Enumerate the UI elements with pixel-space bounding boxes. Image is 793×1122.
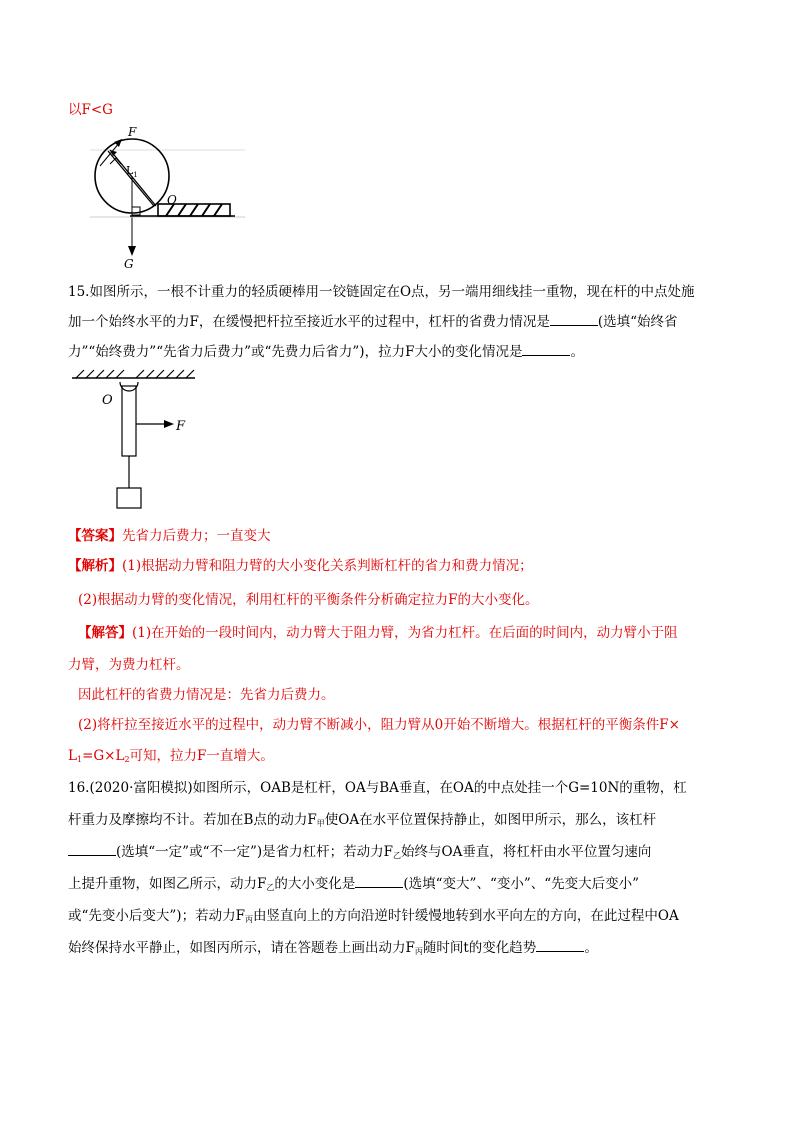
solution-line2: 力臂，为费力杠杆。 — [68, 657, 190, 673]
q16-line2: 杆重力及摩擦均不计。若加在B点的动力$F_甲$使OA在水平位置保持静止，如图甲所示，那么，该杠杆 — [68, 812, 657, 828]
solution-line5: $L_1=G\times L_2$可知，拉力F一直增大。 — [68, 748, 274, 764]
q16-line3: (选填“一定”或“不一定”)是省力杠杆；若动力$F_乙$始终与OA垂直，将杠杆由水平位置匀速向 — [68, 842, 651, 866]
figure1-label-o: O — [167, 193, 177, 207]
analysis-line2: (2)根据动力臂的变化情况，利用杠杆的平衡条件分析确定拉力F的大小变化。 — [78, 592, 539, 608]
q16-line6: 始终保持水平静止，如图丙所示，请在答题卷上画出动力$F_丙$随时间t的变化趋势 。 — [68, 940, 598, 956]
q15-line1: 15.如图所示，一根不计重力的轻质硬棒用一铰链固定在O点，另一端用细线挂一重物，现在杆的中点处施 — [68, 284, 695, 300]
q16-blank1[interactable] — [68, 843, 116, 856]
q16-blank2[interactable] — [355, 875, 403, 888]
answer-line: 【答案】先省力后费力；一直变大 — [68, 528, 271, 544]
figure1-label-f: F — [128, 125, 137, 139]
q15-line2: 加一个始终水平的力F，在缓慢把杆拉至接近水平的过程中，杠杆的省费力情况是 (选填“始终省 — [68, 314, 678, 330]
q16-blank3[interactable] — [536, 939, 584, 952]
top-conclusion: 以F<G — [68, 102, 113, 118]
q16-line4: 上提升重物，如图乙所示，动力$F_乙$的大小变化是 (选填“变大”、“变小”、“先变大后变小” — [68, 876, 640, 892]
analysis-line1: 【解析】(1)根据动力臂和阻力臂的大小变化关系判断杠杆的省力和费力情况； — [68, 558, 533, 574]
solution-line4: (2)将杆拉至接近水平的过程中，动力臂不断减小，阻力臂从0开始不断增大。根据杠杆的平衡条件F× — [78, 717, 680, 733]
figure1-label-l: $L_1$ — [126, 164, 138, 179]
figure-wheel-step — [70, 122, 250, 272]
figure2-label-o: O — [102, 393, 113, 408]
solution-line3: 因此杠杆的省费力情况是：先省力后费力。 — [78, 687, 335, 703]
q15-blank2[interactable] — [522, 343, 570, 356]
figure1-label-g: G — [124, 257, 134, 271]
q15-line3: 力”“始终费力”“先省力后费力”或“先费力后省力”)，拉力F大小的变化情况是 。 — [68, 344, 584, 360]
figure2-label-f: F — [176, 419, 186, 434]
q15-blank1[interactable] — [550, 313, 598, 326]
solution-line1: 【解答】(1)在开始的一段时间内，动力臂大于阻力臂，为省力杠杆。在后面的时间内，动力臂小于阻 — [78, 625, 678, 641]
q16-line1: 16.(2020·富阳模拟)如图所示，OAB是杠杆，OA与BA垂直，在OA的中点处挂一个G=10N的重物，杠 — [68, 780, 687, 796]
q16-line5: 或“先变小后变大”)；若动力$F_丙$由竖直向上的方向沿逆时针缓慢地转到水平向左的方向，在此过程中OA — [68, 908, 679, 924]
figure-hanging-rod — [70, 368, 200, 518]
